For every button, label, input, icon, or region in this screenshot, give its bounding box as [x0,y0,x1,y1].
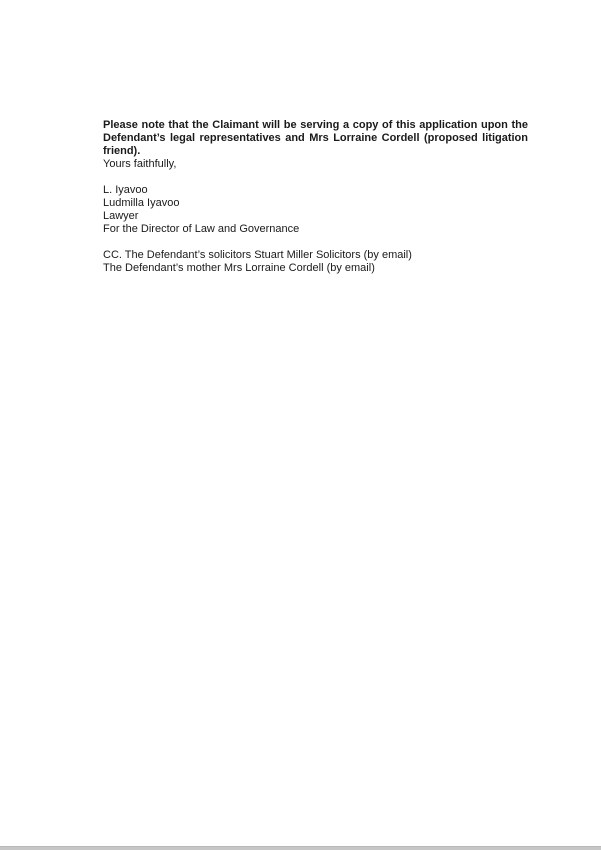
service-notice-paragraph: Please note that the Claimant will be serving a copy of this application upon the Defendant’s legal representatives and Mrs Lorraine Cordell (proposed litigation friend). [103,119,528,157]
signature-block [103,184,528,236]
signature-full-name: Ludmilla Iyavoo [103,197,180,209]
valediction-line: Yours faithfully, [103,158,177,170]
signature-authority-line: For the Director of Law and Governance [103,223,300,235]
letter-body [103,119,528,275]
cc-block [103,249,528,275]
cc-line-mother: The Defendant’s mother Mrs Lorraine Cordell (by email) [103,262,375,274]
page-bottom-edge [0,846,601,850]
signature-initials: L. Iyavoo [103,184,148,196]
signature-job-title: Lawyer [103,210,139,222]
cc-line-solicitors: CC. The Defendant’s solicitors Stuart Miller Solicitors (by email) [103,249,412,261]
